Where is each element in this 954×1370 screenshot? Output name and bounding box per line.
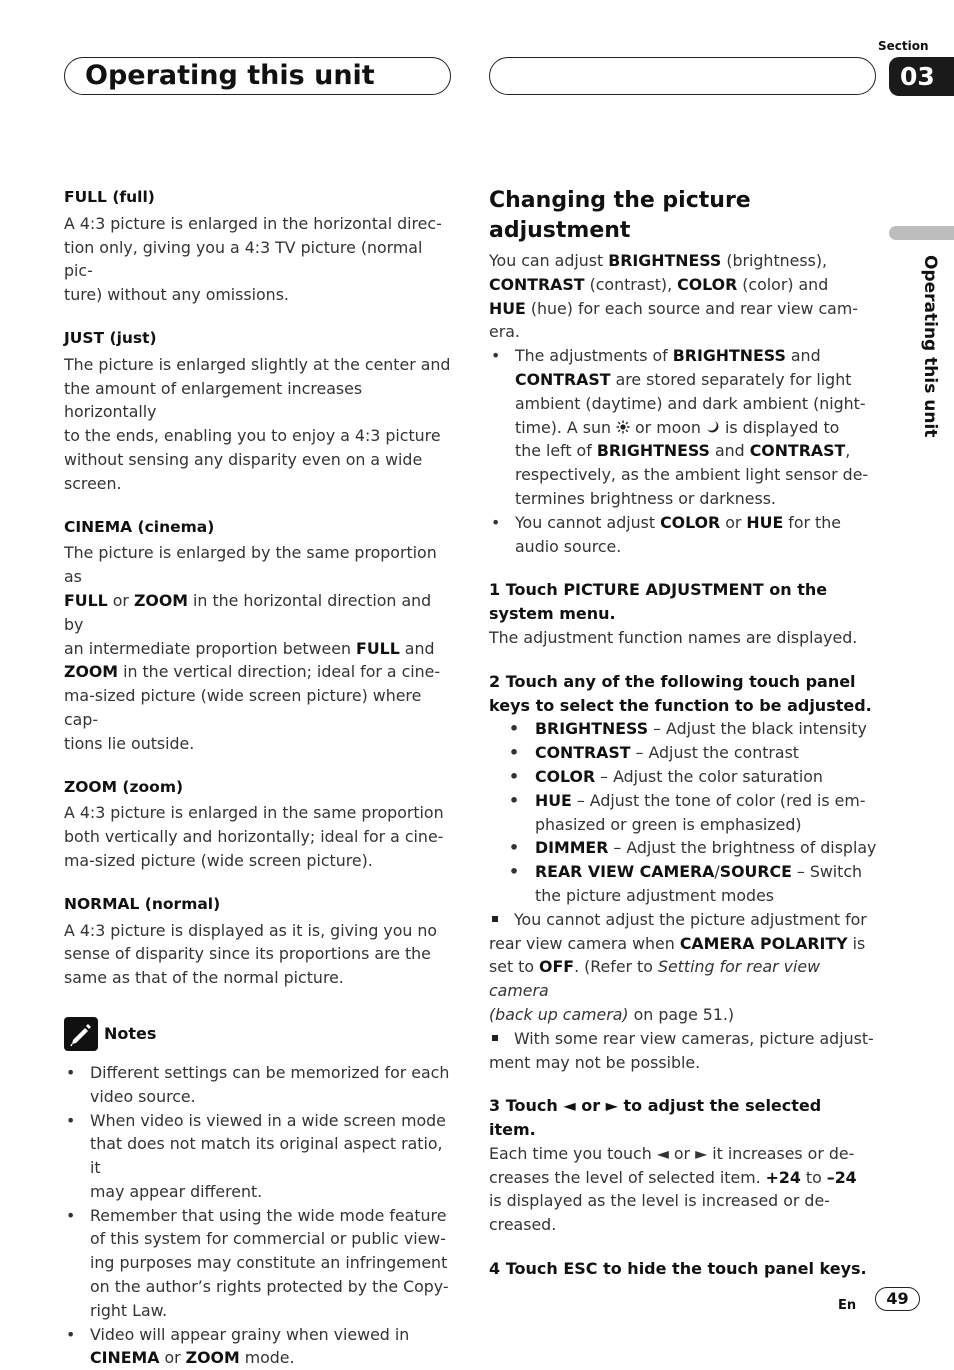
function-item-rear-view: • REAR VIEW CAMERA/SOURCE – Switch the picture adjustment modes xyxy=(489,860,877,908)
mode-term-just: JUST (just) xyxy=(64,328,157,347)
function-item-color: • COLOR – Adjust the color saturation xyxy=(489,765,877,789)
section-label: Section xyxy=(878,39,929,53)
footer-language: En xyxy=(838,1298,857,1313)
right-column xyxy=(489,186,877,1281)
note-item: • Remember that using the wide mode feature of this system for commercial or public view- ing purposes may constitute an infringement on the author’s rights protected by the Copy- right Law. xyxy=(64,1204,454,1323)
step-3-text: Each time you touch ◄ or ► it increases or de- creases the level of selected item. +24 to –24 is displayed as the level is increased or de- creased. xyxy=(489,1143,857,1235)
side-tab-bar xyxy=(889,226,954,240)
function-item-brightness: • BRIGHTNESS – Adjust the black intensity xyxy=(489,717,877,741)
step-2-title: 2 Touch any of the following touch panel keys to select the function to be adjusted. xyxy=(489,671,872,715)
side-section-label: Operating this unit xyxy=(920,255,940,438)
mode-desc-zoom: A 4:3 picture is enlarged in the same proportion both vertically and horizontally; ideal for a cine- ma-sized picture (wide screen picture). xyxy=(64,803,444,870)
header-title-box xyxy=(64,57,451,95)
mode-term-cinema: CINEMA (cinema) xyxy=(64,517,215,536)
step-1-title: 1 Touch PICTURE ADJUSTMENT on the system menu. xyxy=(489,580,828,624)
mode-term-normal: NORMAL (normal) xyxy=(64,894,221,913)
moon-icon xyxy=(706,418,720,437)
mode-desc-full: A 4:3 picture is enlarged in the horizontal direc- tion only, giving you a 4:3 TV picture (normal pic- ture) without any omissions. xyxy=(64,213,442,305)
intro-paragraph: You can adjust BRIGHTNESS (brightness), CONTRAST (contrast), COLOR (color) and HUE (hue) for each source and rear view cam- era. xyxy=(489,251,858,342)
mode-desc-normal: A 4:3 picture is displayed as it is, giving you no sense of disparity since its proportions are the same as that of the normal picture. xyxy=(64,920,438,988)
function-item-hue: • HUE – Adjust the tone of color (red is em- phasized or green is emphasized) xyxy=(489,789,877,837)
function-item-dimmer: • DIMMER – Adjust the brightness of display xyxy=(489,836,877,860)
square-bullet-icon xyxy=(492,916,498,922)
header-blank-box xyxy=(489,57,876,95)
note-item: • When video is viewed in a wide screen mode that does not match its original aspect ratio, it may appear different. xyxy=(64,1109,454,1204)
square-note: With some rear view cameras, picture adjust- ment may not be possible. xyxy=(489,1028,874,1072)
mode-term-zoom: ZOOM (zoom) xyxy=(64,777,184,796)
notes-header xyxy=(64,1017,454,1051)
step-1-text: The adjustment function names are displayed. xyxy=(489,627,858,647)
mode-desc-just: The picture is enlarged slightly at the center and the amount of enlargement increases horizontally to the ends, enabling you to enjoy a 4:3 picture without sensing any disparity even on a wide screen. xyxy=(64,354,451,493)
mode-desc-cinema: The picture is enlarged by the same proportion as FULL or ZOOM in the horizontal direction and by an intermediate proportion between FULL and ZOOM in the vertical direction; ideal for a cine- ma-sized picture (wide screen picture) where cap- tions lie outside. xyxy=(64,543,441,753)
mode-term-full: FULL (full) xyxy=(64,188,155,206)
bullet-item: • The adjustments of BRIGHTNESS and CONTRAST are stored separately for light ambient (daytime) and dark ambient (night- time). A sun or moon is displayed to the left of BRIGHTNESS and CONTRAST, respectively, as the ambient light sensor de- termines brightness or darkness. xyxy=(489,344,877,511)
page-title: Operating this unit xyxy=(85,60,375,91)
section-heading: Changing the picture adjustment xyxy=(489,188,751,243)
section-number-tab: 03 xyxy=(889,57,954,96)
notes-label: Notes xyxy=(104,1024,157,1043)
left-column xyxy=(64,186,454,1370)
page-number: 49 xyxy=(875,1287,920,1311)
step-3-title: 3 Touch ◄ or ► to adjust the selected item. xyxy=(489,1096,822,1140)
step-4-title: 4 Touch ESC to hide the touch panel keys. xyxy=(489,1259,867,1279)
function-item-contrast: • CONTRAST – Adjust the contrast xyxy=(489,741,877,765)
square-note: You cannot adjust the picture adjustment for rear view camera when CAMERA POLARITY is set to OFF. (Refer to Setting for rear view camera (back up camera) on page 51.) xyxy=(489,909,867,1024)
note-item: • Video will appear grainy when viewed in CINEMA or ZOOM mode. xyxy=(64,1323,454,1370)
square-bullet-icon xyxy=(492,1035,498,1041)
sun-icon xyxy=(616,418,630,437)
pencil-icon xyxy=(64,1017,98,1051)
note-item: • Different settings can be memorized for each video source. xyxy=(64,1061,454,1109)
bullet-item: • You cannot adjust COLOR or HUE for the audio source. xyxy=(489,511,877,559)
